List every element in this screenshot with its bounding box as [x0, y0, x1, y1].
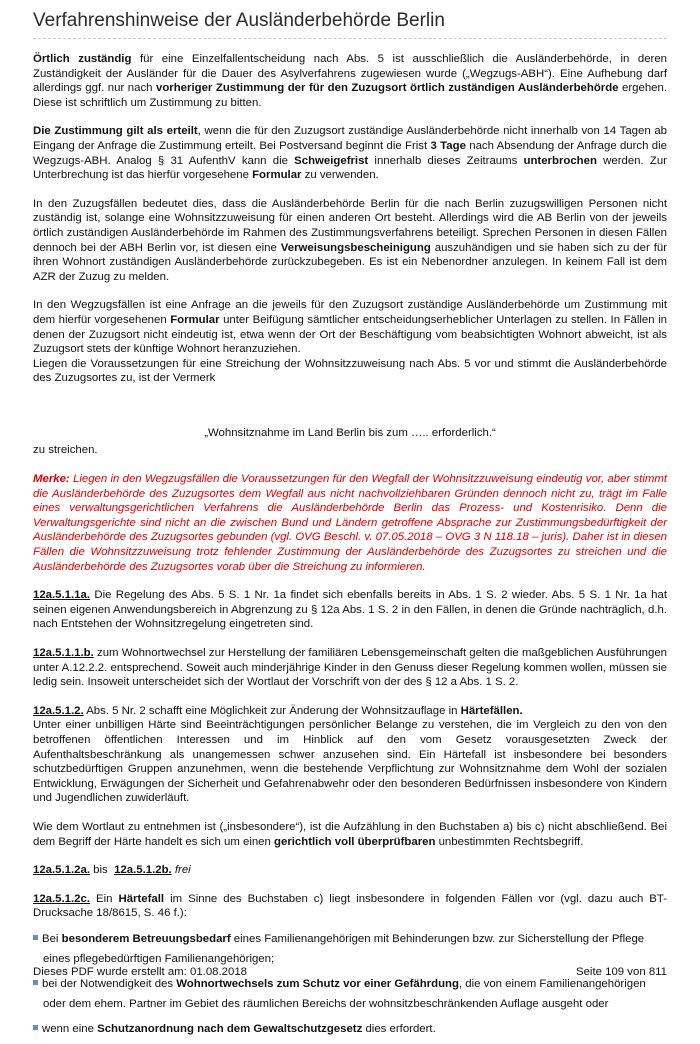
bold-text: gerichtlich voll überprüfbaren [274, 835, 436, 848]
section-12a-5-1-2c: 12a.5.1.2c. Ein Härtefall im Sinne des Buchstaben c) liegt insbesondere in folgenden Fällen vor (vgl. dazu auch BT-Drucksache 18/8615, S. 46 f.): [33, 892, 668, 920]
paragraph-zustaendigkeit: Örtlich zuständig für eine Einzelfallentscheidung nach Abs. 5 ist ausschließlich die Ausländerbehörde, in deren Zuständigkeit der Ausländer für die Dauer des Asylverfahrens zugewiesen wurde („Wegzugs-ABH“). Eine Aufhebung darf allerdings ggf. nur nach vorheriger Zustimmung der für den Zuzugsort örtlich zuständigen Ausländerbehörde ergehen. Diese ist schriftlich um Zustimmung zu bitten. [33, 53, 668, 109]
footer-page-number: Seite 109 von 811 [576, 966, 667, 978]
list-item: Bei besonderem Betreuungsbedarf eines Familienangehörigen mit Behinderungen bzw. zur Sicherstellung der Pflege eines pflegebedürftigen Familienangehörigen; [33, 929, 667, 969]
square-bullet-icon [33, 1025, 38, 1030]
bold-text: Örtlich zuständig [33, 53, 132, 65]
bold-text: vorheriger Zustimmung der für den Zuzugsort örtlich zuständigen Ausländerbehörde [156, 82, 619, 95]
page-footer [33, 966, 667, 978]
section-ref: 12a.5.1.2. [33, 704, 84, 717]
section-ref: 12a.5.1.2c. [33, 892, 91, 905]
paragraph-vermerk: Liegen die Voraussetzungen für eine Streichung der Wohnsitzzuweisung nach Abs. 5 vor und stimmt die Ausländerbehörde des Zuzugsortes zu, ist der Vermerk [33, 357, 667, 385]
footer-created-date: Dieses PDF wurde erstellt am: 01.08.2018 [33, 966, 247, 978]
list-item: bei der Notwendigkeit des Wohnortwechsels zum Schutz vor einer Gefährdung, die von einem Familienangehörigen oder dem ehem. Partner im Gebiet des räumlichen Bereichs der wohnsitzbeschränkenden Auflage ausgeht oder [33, 974, 667, 1014]
document-body [33, 52, 667, 1044]
bold-text: unterbrochen [523, 154, 597, 167]
bold-text: Schutzanordnung nach dem Gewaltschutzgesetz [97, 1022, 363, 1035]
bold-text: besonderem Betreuungsbedarf [61, 932, 231, 945]
section-ref: 12a.5.1.1.b. [33, 647, 94, 659]
bold-text: Verweisungsbescheinigung [280, 241, 431, 254]
section-12a-5-1-2: 12a.5.1.2. Abs. 5 Nr. 2 schafft eine Möglichkeit zur Änderung der Wohnsitzauflage in Härtefällen. [33, 704, 523, 717]
page-title: Verfahrenshinweise der Ausländerbehörde Berlin [33, 10, 667, 39]
section-ref: 12a.5.1.1a. [33, 589, 91, 602]
paragraph-zustimmung: Die Zustimmung gilt als erteilt, wenn die für den Zuzugsort zuständige Ausländerbehörde nicht innerhalb von 14 Tagen ab Eingang der Anfrage die Zustimmung erteilt. Bei Postversand beginnt die Frist 3 Tage nach Absendung der Anfrage durch die Wegzugs-ABH. Analog § 31 AufenthV kann die Schweigefrist innerhalb dieses Zeitraums unterbrochen werden. Zur Unterbrechung ist das hierfür vorgesehene Formular zu verwenden. [33, 125, 668, 182]
bold-text: Formular [252, 169, 302, 182]
bold-text: Härtefall [118, 892, 165, 905]
bold-text: Die Zustimmung gilt als erteilt [33, 125, 198, 138]
square-bullet-icon [33, 935, 38, 940]
bold-text: Schweigefrist [294, 154, 369, 167]
bold-text: 3 Tage [430, 139, 466, 152]
section-12a-5-1-1a: 12a.5.1.1a. Die Regelung des Abs. 5 S. 1 Nr. 1a findet sich ebenfalls bereits in Abs. 1 S. 2 wieder. Abs. 5 S. 1 Nr. 1a hat seinen eigenen Anwendungsbereich in Abgrenzung zu § 12a Abs. 1 S. 2 in den Fällen, in denen die Gründe nachträglich, d.h. nach Entstehen der Wohnsitzregelung eingetreten sind. [33, 589, 667, 631]
merke-label: Merke: [33, 473, 70, 486]
section-ref: 12a.5.1.2a. [33, 864, 91, 877]
haertefall-list [33, 929, 667, 1039]
section-12a-5-1-2a-2b: 12a.5.1.2a. bis 12a.5.1.2b. frei [33, 864, 191, 877]
paragraph-haertefall: Unter einer unbilligen Härte sind Beeinträchtigungen persönlicher Belange zu verstehen, die im Vergleich zu den von den betroffenen öffentlichen Interessen und im Hinblick auf den vom Gesetz vorausgesetzten Zweck der Aufenthaltsbeschränkung als unangemessen schwer anzusehen sind. Ein Härtefall ist insbesondere bei besonders schutzbedürftigen Gruppen anzunehmen, wenn die bestehende Verpflichtung zur Wohnsitznahme dem Wohl der sozialen Entwicklung, Erwägungen der Sicherheit und Gefahrenabwehr oder den besonderen Bedürfnissen insbesondere von Kindern und Jugendlichen zuwiderläuft. [33, 719, 667, 805]
paragraph-wortlaut: Wie dem Wortlaut zu entnehmen ist („insbesondere“), ist die Aufzählung in den Buchstaben a) bis c) nicht abschließend. Bei dem Begriff der Härte handelt es sich um einen gerichtlich voll überprüfbaren unbestimmten Rechtsbegriff. [33, 820, 667, 848]
paragraph-wegzugsfaelle: In den Wegzugsfällen ist eine Anfrage an die jeweils für den Zuzugsort zuständige Ausländerbehörde um Zustimmung mit dem hierfür vorgesehenen Formular unter Beifügung sämtlicher entscheidungserheblicher Unterlagen zu stellen. In Fällen in denen der Zuzugsort nicht eindeutig ist, etwa wenn der Ort der Beschäftigung vom beabsichtigten Wohnort abweicht, ist als Zuzugsort stets der künftige Wohnort heranzuziehen. [33, 299, 667, 356]
list-item: wenn eine Schutzanordnung nach dem Gewaltschutzgesetz dies erfordert. [33, 1019, 667, 1039]
bold-text: Härtefällen. [460, 704, 523, 717]
merke-note: Merke: Liegen in den Wegzugsfällen die Voraussetzungen für den Wegfall der Wohnsitzzuweisung eindeutig vor, aber stimmt die Ausländerbehörde des Zuzugsortes dem Wegfall aus nicht nachvollziehbaren Gründen dennoch nicht zu, trägt im Falle eines verwaltungsgerichtlichen Verfahrens die Ausländerbehörde Berlin das Prozess- und Kostenrisiko. Denn die Verwaltungsgerichte sind nicht an die zwischen Bund und Ländern getroffene Absprache zur Zustimmungsbedürftigkeit der Ausländerbehörde des Zuzugsortes gebunden (vgl. OVG Beschl. v. 07.05.2018 – OVG 3 N 118.18 – juris). Daher ist in diesen Fällen die Wohnsitzzuweisung trotz fehlender Zustimmung der Ausländerbehörde des Zuzugsortes zu streichen und die Ausländerbehörde des Zuzugsortes vorab über die Streichung zu informieren. [33, 473, 667, 573]
section-ref: 12a.5.1.2b. [114, 864, 172, 877]
quote-vermerk: „Wohnsitznahme im Land Berlin bis zum ….. erforderlich.“ [204, 426, 496, 439]
section-12a-5-1-1b: 12a.5.1.1.b. zum Wohnortwechsel zur Herstellung der familiären Lebensgemeinschaft gelten die maßgeblichen Ausführungen unter A.12.2.2. entsprechend. Soweit auch minderjährige Kinder in den Genuss dieser Regelung kommen wollen, müssen sie ledig sein. Insoweit unterscheidet sich der Wortlaut der Vorschrift von der des § 12 a Abs. 1 S. 2. [33, 647, 667, 689]
square-bullet-icon [33, 980, 38, 985]
text-zu-streichen: zu streichen. [33, 444, 98, 457]
bold-text: Formular [170, 313, 220, 326]
paragraph-zuzugsfaelle: In den Zuzugsfällen bedeutet dies, dass die Ausländerbehörde Berlin für die nach Berlin zuzugswilligen Personen nicht zuständig ist, solange eine Wohnsitzzuweisung für einen anderen Ort besteht. Allerdings wird die AB Berlin von der jeweils örtlich zuständigen Ausländerbehörde im Rahmen des Zustimmungsverfahrens beteiligt. Sprechen Personen in diesen Fällen dennoch bei der ABH Berlin vor, ist diesen eine Verweisungsbescheinigung auszuhändigen und sie haben sich zu der für ihren Wohnort zuständigen Ausländerbehörde zurückzubegeben. Es ist ein Nebenordner anzulegen. In keinem Fall ist dem AZR der Zuzug zu melden. [33, 197, 667, 283]
bold-text: Wohnortwechsels zum Schutz vor einer Gefährdung [176, 977, 459, 990]
